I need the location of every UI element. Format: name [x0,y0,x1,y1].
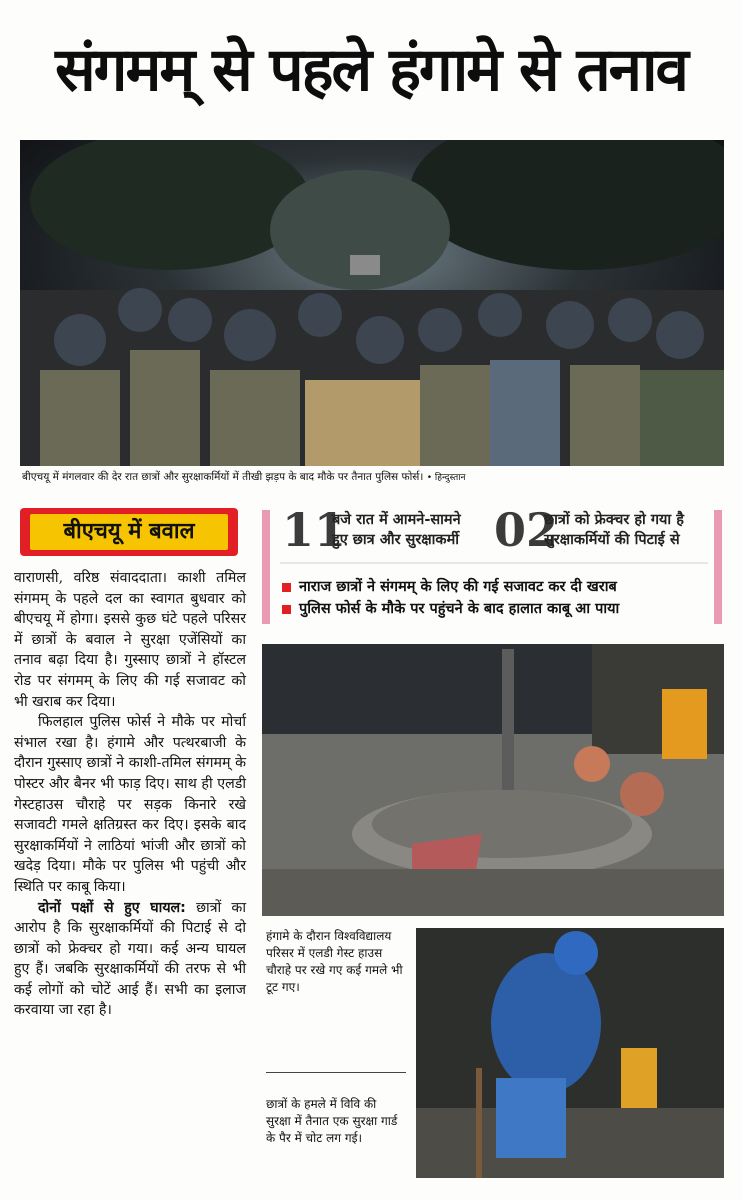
bullet-square-icon [282,583,291,592]
bullet-text-2: पुलिस फोर्स के मौके पर पहुंचने के बाद हालात काबू आ पाया [299,601,620,617]
bottom-photo [416,928,724,1178]
middle-photo-caption: हंगामे के दौरान विश्वविद्यालय परिसर में एलडी गेस्ट हाउस चौराहे पर रखे गए कई गमले भी टूट गए। [266,929,403,994]
section-tag-label: बीएचयू में बवाल [30,514,228,550]
article-paragraph-2: फिलहाल पुलिस फोर्स ने मौके पर मोर्चा संभाल रखा है। हंगामे और पत्थरबाजी के दौरान गुस्साए छात्रों ने काशी-तमिल संगमम् के पोस्टर और बैनर भी फाड़ दिए। साथ ही एलडी गेस्टहाउस चौराहे पर सड़क किनारे रखे सजावटी गमले क्षतिग्रस्त कर दिए। इसके बाद सुरक्षाकर्मियों ने लाठियां भांजी और छात्रों को खदेड़ दिया। मौके पर पुलिस भी पहुंची और स्थिति पर काबू किया। [14,714,246,895]
highlight-1-line2: हुए छात्र और सुरक्षाकर्मी [332,532,459,548]
caption-divider [266,1072,406,1073]
highlight-right-bar [714,510,722,624]
highlight-number-1: 11 [282,503,347,557]
bullet-square-icon [282,605,291,614]
top-photo-caption [22,470,726,485]
highlight-left-bar [262,510,270,624]
headline: संगमम् से पहले हंगामे से तनाव [55,35,687,105]
bottom-photo-caption: छात्रों के हमले में विवि की सुरक्षा में तैनात एक सुरक्षा गार्ड के पैर में चोट लग गई। [266,1097,398,1145]
highlight-2-line2: सुरक्षाकर्मियों की पिटाई से [544,532,680,548]
highlight-1-line1: बजे रात में आमने-सामने [332,512,461,528]
highlight-divider [280,562,708,564]
top-photo [20,140,724,466]
section-tag [20,508,238,556]
middle-photo [262,644,724,916]
bullet-item-1 [282,576,617,598]
article-column [14,568,246,1021]
police-crowd-image [20,140,724,466]
bullet-text-1: नाराज छात्रों ने संगमम् के लिए की गई सजावट कर दी खराब [299,579,617,595]
broken-planters-image [262,644,724,916]
injured-guard-image [416,928,724,1178]
article-paragraph-3-text: छात्रों का आरोप है कि सुरक्षाकर्मियों की पिटाई से दो छात्रों को फ्रेक्चर हो गया। कई अन्य घायल हुए हैं। जबकि सुरक्षाकर्मियों की तरफ से भी कई लोगों को चोटें आई हैं। सभी का इलाज करवाया जा रहा है। [14,899,246,1019]
highlight-2-line1: छात्रों को फ्रेक्चर हो गया है [544,512,684,528]
highlight-number-2: 02 [494,503,559,557]
highlight-text-1 [332,510,492,550]
caption-text: बीएचयू में मंगलवार की देर रात छात्रों और सुरक्षाकर्मियों में तीखी झड़प के बाद मौके पर तैनात पुलिस फोर्स। [22,471,424,483]
article-paragraph-3 [14,898,246,1022]
bullet-item-2 [282,598,619,620]
article-paragraph-1: वाराणसी, वरिष्ठ संवाददाता। काशी तमिल संगमम् के पहले दल का स्वागत बुधवार को बीएचयू में होगा। इससे कुछ घंटे पहले परिसर में छात्रों के बवाल ने सुरक्षा एजेंसियों का तनाव बढ़ा दिया है। गुस्साए छात्रों ने हॉस्टल रोड पर संगमम् के लिए की गई सजावट को भी खराब कर दिया। [14,570,246,710]
highlight-text-2 [544,510,714,550]
article-subhead: दोनों पक्षों से हुए घायल: [38,899,186,916]
photo-credit: • हिन्दुस्तान [426,473,466,483]
